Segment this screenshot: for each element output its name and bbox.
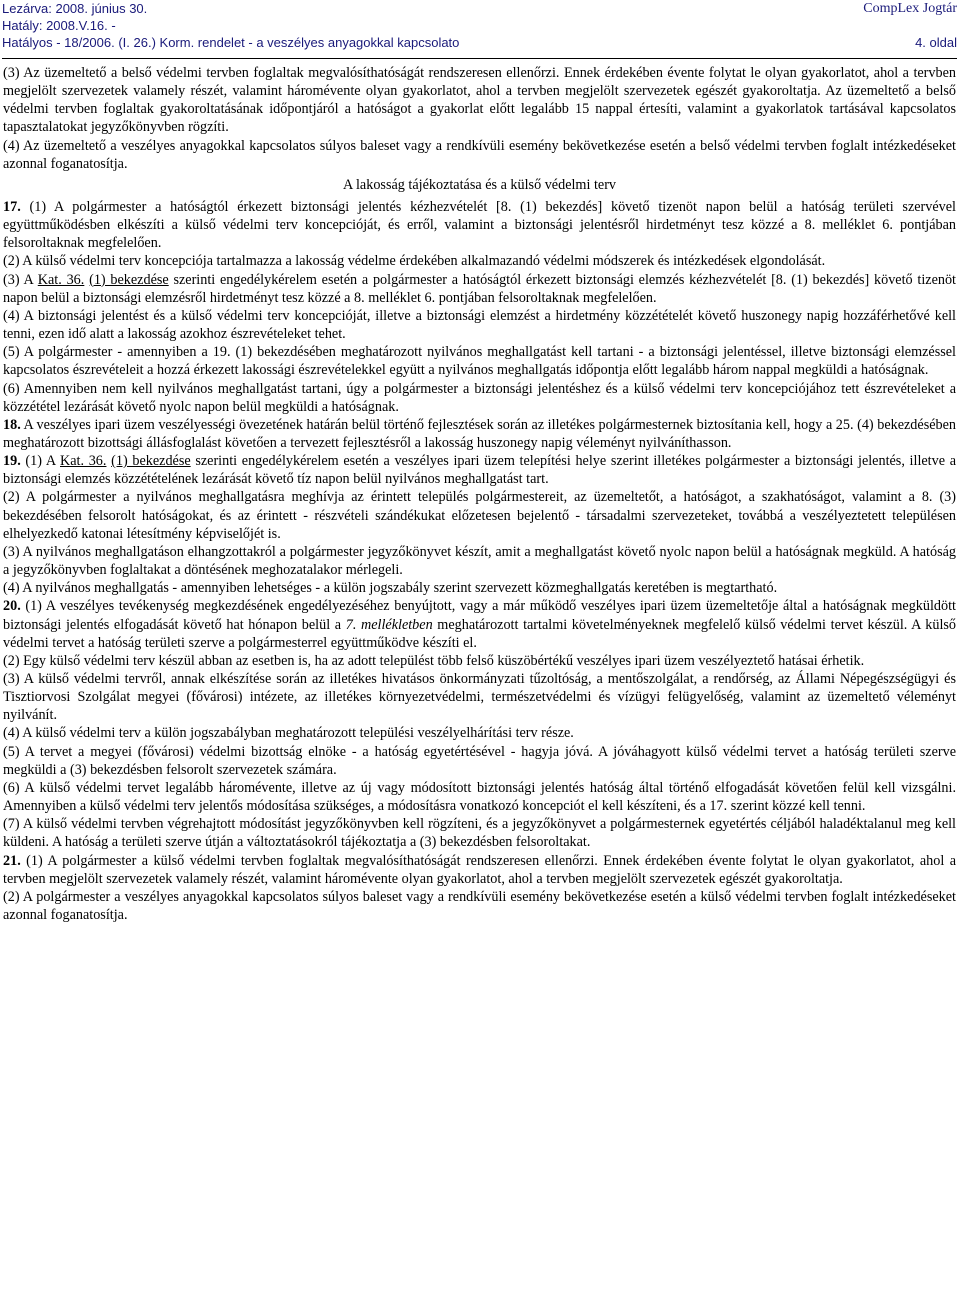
paragraph-text: szerinti engedélykérelem esetén a polgármester a hatóságtól érkezett biztonsági elemzés kézhezvételét [8. (1) bekezdés] követő tizenöt napon belül a biztonsági elemzésről hirdetményt tesz közzé a 8. melléklet 6. pontjában felsoroltaknak megfelelően.: [3, 271, 956, 306]
paragraph: (5) A polgármester - amennyiben a 19. (1) bekezdésében meghatározott nyilvános meghallgatást kell tartani - a biztonsági jelentéssel, illetve biztonsági elemzéssel kapcsolatos észrevételeit a hozzá érkezett lakossági észrevételekkel együtt a nyilvános meghallgatás időpontja előtt legalább három nappal megküldi a hatóságnak.: [3, 344, 956, 379]
section-number: 20.: [3, 598, 21, 615]
paragraph: (4) A biztonsági jelentést és a külső védelmi terv koncepcióját, illetve a biztonsági elemzést a hirdetmény közzétételét követő huszonegy napig hozzáférhetővé kell tenni, ezen idő alatt a lakosság azokhoz észrevételeket tehet.: [3, 307, 956, 343]
paragraph-text: (3) A: [3, 271, 38, 288]
paragraph-text: szerinti engedélykérelem esetén a veszélyes ipari üzem telepítési helye szerint illetékes polgármester a biztonsági jelentés, illetve a biztonsági elemzés közzétételének lezárását követő tíz napon belül nyilvános meghallgatást tart.: [3, 453, 956, 488]
paragraph: (2) A polgármester a nyilvános meghallgatásra meghívja az érintett település polgármestereit, az üzemeltetőt, a hatóságot, a szakhatóságot, valamint a 8. (3) bekezdésében felsorolt hatóságokat, és az érintett - részvételi szándékukat előzetesen bejelentő - társadalmi szervezeteket, továbbá a veszélyeztetett településen elhelyezkedő katonai létesítmény képviselőjét is.: [3, 489, 956, 542]
paragraph: [3, 271, 956, 307]
paragraph-text: A veszélyes ipari üzem veszélyességi övezetének határán belül történő fejlesztések során az illetékes polgármesternek biztosítania kell, hogy a 25. (4) bekezdésében meghatározott bizottsági állásfoglalást követően a tervezett fejlesztésről a lakosság huszonegy napig véleményt nyilváníthasson.: [3, 416, 956, 451]
paragraph: (3) A külső védelmi tervről, annak elkészítése során az illetékes hivatásos önkormányzati tűzoltóság, a mentőszolgálat, a rendőrség, az Állami Népegészségügyi és Tisztiorvosi Szolgálat megyei (fővárosi) intézete, az illetékes környezetvédelmi, természetvédelmi és vízügyi felügyelőség, valamint az üzemeltető véleményt nyilvánít.: [3, 671, 956, 724]
section-number: 17.: [3, 198, 21, 215]
paragraph-text: (1) A veszélyes tevékenység megkezdésének engedélyezéséhez benyújtott, vagy a már működő veszélyes ipari üzem üzemeltetője által a hatóságnak megküldött biztonsági jelentés elfogadását követő hat hónapon belül a: [3, 598, 956, 633]
paragraph: (4) A külső védelmi terv a külön jogszabályban meghatározott települési veszélyelhárítási terv része.: [3, 725, 574, 742]
paragraph: (4) A nyilvános meghallgatás - amennyiben lehetséges - a külön jogszabály szerint szervezett közmeghallgatás keretében is megtartható.: [3, 580, 778, 597]
law-link[interactable]: (1) bekezdése: [89, 271, 169, 288]
section-number: 18.: [3, 416, 21, 433]
section-21: [3, 852, 956, 888]
paragraph: (2) A polgármester a veszélyes anyagokkal kapcsolatos súlyos baleset vagy a rendkívüli esemény bekövetkezése esetén a külső védelmi tervben foglalt intézkedéseket azonnal foganatosítja.: [3, 888, 956, 924]
paragraph: (3) A nyilvános meghallgatáson elhangzottakról a polgármester jegyzőkönyvet készít, amit a meghallgatást követő nyolc napon belül a hatóságnak megküld. A hatóság a jegyzőkönyvben foglaltakat a döntésének meghozatalakor mérlegeli.: [3, 543, 956, 579]
law-link[interactable]: (1) bekezdése: [111, 453, 191, 470]
paragraph: (2) A külső védelmi terv koncepciója tartalmazza a lakosság védelme érdekében alkalmazandó védelmi módszerek és intézkedések elgondolását.: [3, 253, 826, 270]
paragraph-text: meghatározott tartalmi követelményeknek megfelelő külső védelmi tervet készül. A külső védelmi tervet a hatóság területi szerve a polgármesterrel együttműködve készíti el.: [3, 616, 957, 651]
paragraph: (5) A tervet a megyei (fővárosi) védelmi bizottság elnöke - a hatóság egyetértésével - hagyja jóvá. A jóváhagyott külső védelmi tervet a hatóság területi szerve megküldi a (3) bekezdésben felsorolt szervezetek számára.: [3, 743, 956, 778]
section-heading: A lakosság tájékoztatása és a külső védelmi terv: [342, 176, 617, 193]
paragraph: (3) Az üzemeltető a belső védelmi tervben foglaltak megvalósíthatóságát rendszeresen ellenőrzi. Ennek érdekében évente folytat le olyan gyakorlatot, ahol a tervben megjelölt szervezetek valamely részét, valamint háromévente olyan gyakorlatot, ahol a tervben megjelölt szervezetek egészét gyakoroltatja. Az üzemeltető a belső védelmi tervben foglaltak gyakoroltatásának időpontjáról a hatóságot a gyakorlat előtt legalább 15 nappal értesíti, valamint a gyakorlatok tartásával kapcsolatos tapasztalatokat jegyzőkönyvben rögzíti.: [3, 65, 956, 136]
paragraph: (6) A külső védelmi tervet legalább háromévente, illetve az új vagy módosított biztonsági jelentés hatóság által történő elfogadását követően felül kell vizsgálni. Amennyiben a külső védelmi terv jelentős módosítása szükséges, a módosításra vonatkozó koncepciót el kell készíteni, és a 17. szerint közzé kell tenni.: [3, 779, 956, 815]
section-number: 21.: [3, 852, 21, 869]
brand-name: CompLex Jogtár: [863, 1, 957, 16]
paragraph: (6) Amennyiben nem kell nyilvános meghallgatást tartani, úgy a polgármester a biztonsági jelentéshez és a külső védelmi terv koncepciójához tett észrevételeket a közzététel lezárását követő nyolc napon belül megküldi a hatóságnak.: [3, 380, 956, 415]
effect-date: Hatály: 2008.V.16. -: [2, 18, 116, 33]
law-link[interactable]: Kat. 36.: [37, 271, 85, 288]
page-number: 4. oldal: [915, 35, 957, 50]
header-divider: [2, 58, 957, 59]
closed-date: Lezárva: 2008. június 30.: [2, 1, 148, 16]
section-20: [3, 597, 956, 651]
law-link[interactable]: Kat. 36.: [60, 453, 107, 470]
paragraph-text: (1) A polgármester a külső védelmi tervben foglaltak megvalósíthatóságát rendszeresen ellenőrzi. Ennek érdekében évente folytat le olyan gyakorlatot, ahol a tervben megjelölt szervezetek valamely részét, valamint háromévente olyan gyakorlatot, ahol a tervben megjelölt szervezetek egészét gyakoroltatja.: [3, 852, 956, 887]
section-19: [3, 452, 956, 488]
annex-reference: 7. mellékletben: [345, 616, 433, 633]
paragraph-text: (1) A: [20, 453, 60, 470]
document-title: Hatályos - 18/2006. (I. 26.) Korm. rendelet - a veszélyes anyagokkal kapcsolato: [2, 35, 460, 50]
section-number: 19.: [3, 453, 21, 470]
paragraph: (4) Az üzemeltető a veszélyes anyagokkal kapcsolatos súlyos baleset vagy a rendkívüli esemény bekövetkezése esetén a belső védelmi tervben foglalt intézkedéseket azonnal foganatosítja.: [3, 137, 956, 172]
paragraph: (2) Egy külső védelmi terv készül abban az esetben is, ha az adott települést több felső küszöbértékű veszélyes ipari üzem veszélyeztető hatásai érhetik.: [3, 652, 865, 669]
paragraph: (7) A külső védelmi tervben végrehajtott módosítást jegyzőkönyvben kell rögzíteni, és a jegyzőkönyvet a polgármesternek egyetértés céljából haladéktalanul meg kell küldeni. A hatóság a területi szerve útján a változtatásokról tájékoztatja a (3) bekezdésben felsoroltakat.: [3, 816, 956, 851]
section-17: [3, 198, 956, 252]
section-18: [3, 416, 956, 452]
paragraph-text: (1) A polgármester a hatóságtól érkezett biztonsági jelentés kézhezvételét [8. (1) bekezdés] követő tizenöt napon belül a hatóság területi szervével együttműködésben elkészíti a külső védelmi terv koncepcióját, és erről, valamint a biztonsági jelentésről hirdetményt tesz közzé a 8. melléklet 6. pontjában felsoroltaknak megfelelően.: [3, 198, 956, 252]
document-body: [3, 64, 956, 924]
